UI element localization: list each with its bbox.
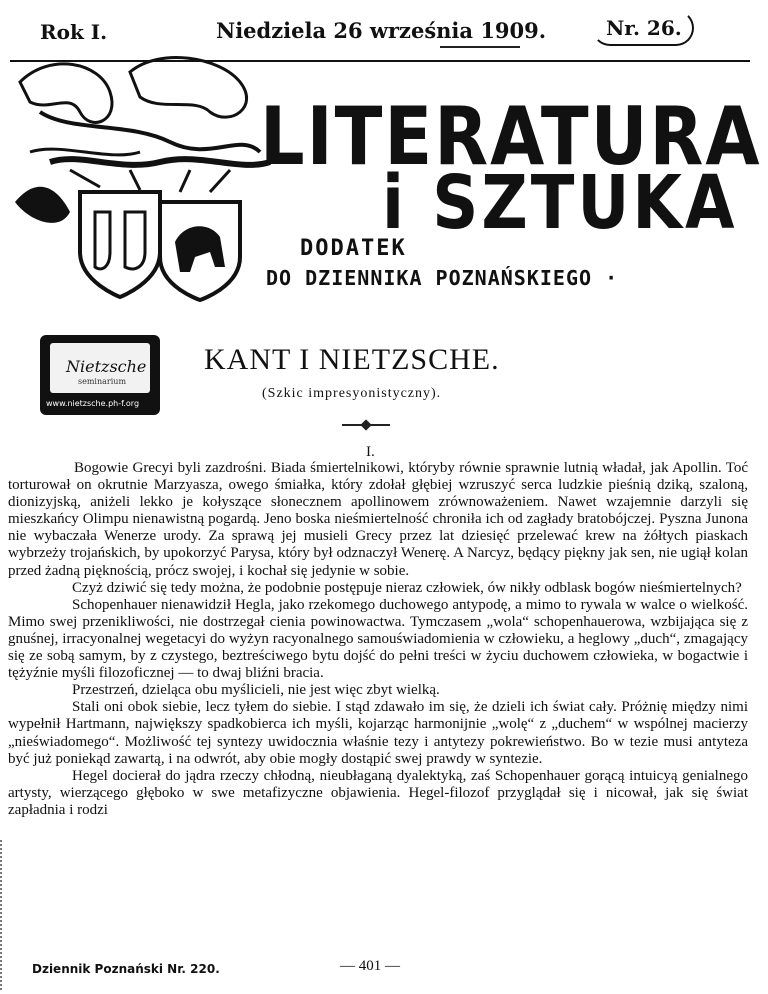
watermark-label: seminarium <box>78 377 127 386</box>
issue-number: Nr. 26. <box>592 10 694 46</box>
watermark-badge <box>40 335 160 415</box>
article-subtitle: (Szkic impresyonistyczny). <box>262 386 442 401</box>
issue-header <box>0 16 768 48</box>
scan-edge <box>0 840 8 990</box>
masthead <box>10 52 762 302</box>
masthead-supplement: DODATEK <box>300 236 407 261</box>
page-number: — 401 — <box>340 958 400 974</box>
date-underline <box>440 46 520 48</box>
paragraph: Schopenhauer nienawidził Hegla, jako rzekomego duchowego antypodę, a mimo to rywala w walce o wielkość. Mimo swej przenikliwości, nie dostrzegał cienia powinowactwa. Tymczasem „wola“ schopenhauerowa, wzbijająca się z gnuśnej, irracyonalnej wegetacyi do wyżyn racyonalnego samouświadomienia w człowieku, a heglowy „duch“, zmagający się ze sobą samym, by z czystego, beztreściwego bytu dojść do pełni treści w życiu duchowem człowieka, w bogactwie i tężyźnie myśli filozoficznej — to dwaj bliźni bracia. <box>8 596 748 682</box>
paragraph: Czyż dziwić się tedy można, że podobnie postępuje nieraz człowiek, ów nikły odblask bogów nieśmiertelnych? <box>72 579 742 596</box>
article-title: KANT I NIETZSCHE. <box>204 343 500 376</box>
footer-source: Dziennik Poznański Nr. 220. <box>32 962 220 976</box>
paragraph: Bogowie Grecyi byli zazdrośni. Biada śmiertelnikowi, któryby równie sprawnie lutnią władał, jak Apollin. Toć torturował on okrutnie Marzyasza, owego śmiałka, który zdołał głębiej wzruszyć serca ludzkie pieśnią dziką, szaloną, dionizyjską, aniżeli lekko je kołyszące słonecznem apollinowem zrównoważeniem. Nawet wzajemnie darzyli się mieszkańcy Olimpu nienawistną pogardą. Jeno boska nieśmiertelność chroniła ich od zagłady bratobójczej. Pyszna Junona nie wybaczała Wenerze urody. Za sprawą jej musieli Grecy przez lat dziesięć przelewać krew na żółtych piaskach wybrzeży trojańskich, by upokorzyć Parysa, który był odznaczył Wenerę. A Narcyz, będący piękny jak sen, nie ugiął kolan przed żadną pięknością, prócz swojej, i kochał się jedynie w sobie. <box>8 460 748 579</box>
watermark-url: www.nietzsche.ph-f.org <box>46 399 140 408</box>
crest-illustration <box>10 52 280 302</box>
masthead-title-second: i SZTUKA <box>382 161 738 247</box>
paragraph: Stali oni obok siebie, lecz tyłem do siebie. I stąd zdawało im się, że dzieli ich świat cały. Próżnię między nimi wypełnił Hartmann, największy spadkobierca ich myśli, kojarząc harmonijnie „wolę“ z „duchem“ w wspólnej macierzy „nieświadomego“. Możliwość tej syntezy uwidocznia właśnie tezy i antytezy pokrewieństwo. Bo w tezie musi antyteza być już poniekąd zawartą, i na odwrót, aby obie mogły dostąpić swej prawdy w syntezie. <box>8 699 748 767</box>
article-body <box>8 460 748 819</box>
issue-date: Niedziela 26 września 1909. <box>216 18 547 43</box>
masthead-supplement-source: DO DZIENNIKA POZNAŃSKIEGO · <box>266 266 619 290</box>
paragraph: Przestrzeń, dzieląca obu myślicieli, nie jest więc zbyt wielką. <box>72 682 440 699</box>
masthead-title: LITERATURA <box>260 89 762 184</box>
volume-year: Rok I. <box>40 20 108 44</box>
watermark-logo-box <box>50 343 150 393</box>
divider-ornament <box>342 424 390 426</box>
watermark-logo: Nietzsche <box>66 357 147 376</box>
section-number: I. <box>366 444 375 460</box>
paragraph: Hegel docierał do jądra rzeczy chłodną, nieubłaganą dyalektyką, zaś Schopenhauer gorącą intuicyą genialnego artysty, wierzącego głęboko w swe metafizyczne objawienia. Hegel-filozof przyglądał się i nicował, jak się świat zapładnia i rodzi <box>8 767 748 818</box>
